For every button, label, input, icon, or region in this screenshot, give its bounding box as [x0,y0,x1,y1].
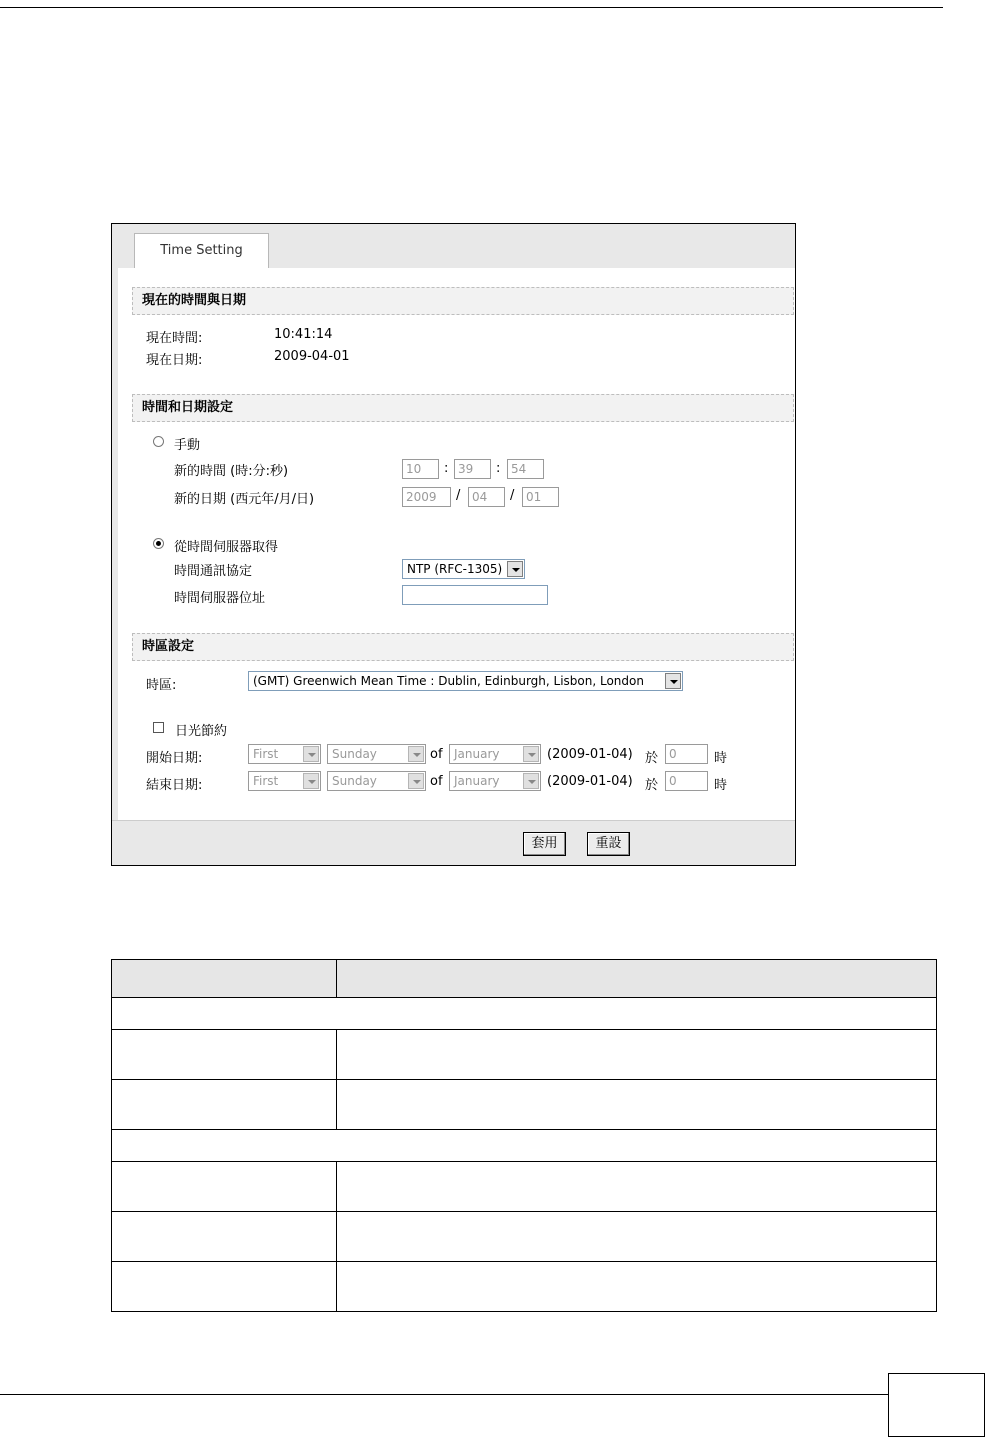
table-cell [112,1030,337,1080]
chevron-down-icon[interactable] [303,746,319,762]
time-zone-value: (GMT) Greenwich Mean Time : Dublin, Edinburgh, Lisbon, London [253,674,644,688]
dst-start-hour-input[interactable]: 0 [665,744,708,764]
time-server-radio[interactable] [153,538,164,549]
current-date-label: 現在日期: [146,353,203,368]
dst-end-month-value: January [454,774,500,788]
label-description-table [111,959,937,1312]
section-time-date-setting-heading: 時間和日期設定 [132,394,794,422]
table-section-row [112,1130,937,1162]
daylight-saving-checkbox[interactable] [153,722,164,733]
chevron-down-icon[interactable] [523,746,539,762]
table-row [112,1162,937,1212]
table-row [112,1212,937,1262]
page-number-box [888,1373,985,1437]
current-time-value: 10:41:14 [274,327,333,342]
time-server-address-label: 時間伺服器位址 [174,591,266,606]
table-cell [337,1212,937,1262]
table-section-row [112,998,937,1030]
table-cell [112,1262,337,1312]
table-row [112,1030,937,1080]
table-row [112,1262,937,1312]
reset-button[interactable]: 重設 [587,832,630,856]
time-zone-select[interactable] [248,671,683,691]
dst-start-at-text: 於 [645,751,659,766]
new-date-day-input[interactable]: 01 [522,487,559,507]
time-zone-label: 時區: [146,678,177,693]
dst-end-date-text: (2009-01-04) [547,774,633,789]
dst-end-of-text: of [430,774,443,789]
current-time-label: 現在時間: [146,331,203,346]
dst-end-week-value: First [253,774,279,788]
table-header-row [112,960,937,998]
time-protocol-value: NTP (RFC-1305) [407,562,503,576]
tab-bar [112,224,795,268]
time-server-address-input[interactable] [402,585,548,605]
dst-end-day-select[interactable] [327,771,426,791]
section-current-time-heading: 現在的時間與日期 [132,287,794,315]
dst-start-week-select[interactable] [248,744,321,764]
new-time-label: 新的時間 (時:分:秒) [174,464,289,479]
time-setting-screenshot [111,223,796,866]
time-separator: : [496,461,501,476]
dst-end-day-value: Sunday [332,774,377,788]
new-date-label: 新的日期 (西元年/月/日) [174,492,315,507]
footer-rule [0,1394,888,1395]
header-rule [0,7,943,8]
new-time-minute-input[interactable]: 39 [454,459,491,479]
time-server-label: 從時間伺服器取得 [174,540,279,555]
dst-start-month-select[interactable] [449,744,541,764]
table-cell [337,1262,937,1312]
dst-end-month-select[interactable] [449,771,541,791]
table-cell [337,1162,937,1212]
table-cell [112,1162,337,1212]
time-protocol-select[interactable] [402,559,525,579]
apply-button[interactable]: 套用 [523,832,566,856]
dst-start-day-value: Sunday [332,747,377,761]
chevron-down-icon[interactable] [523,773,539,789]
manual-radio[interactable] [153,436,164,447]
table-section-cell [112,998,937,1030]
table-cell [337,1030,937,1080]
new-time-hour-input[interactable]: 10 [402,459,439,479]
chevron-down-icon[interactable] [408,746,424,762]
dst-start-day-select[interactable] [327,744,426,764]
chevron-down-icon[interactable] [507,561,523,577]
table-header-cell [112,960,337,998]
dst-start-month-value: January [454,747,500,761]
time-protocol-label: 時間通訊協定 [174,564,253,579]
tab-time-setting[interactable]: Time Setting [134,233,269,268]
table-row [112,1080,937,1130]
left-strip [112,268,118,823]
current-date-value: 2009-04-01 [274,349,350,364]
daylight-saving-label: 日光節約 [175,724,228,739]
table-cell [112,1080,337,1130]
new-date-year-input[interactable]: 2009 [402,487,451,507]
dst-start-week-value: First [253,747,279,761]
dst-start-date-text: (2009-01-04) [547,747,633,762]
date-separator: / [456,488,461,503]
dst-end-at-text: 於 [645,778,659,793]
dst-end-hour-unit: 時 [714,778,728,793]
dst-end-hour-input[interactable]: 0 [665,771,708,791]
new-time-second-input[interactable]: 54 [507,459,544,479]
section-time-zone-heading: 時區設定 [132,633,794,661]
chevron-down-icon[interactable] [408,773,424,789]
dst-end-week-select[interactable] [248,771,321,791]
button-bar [112,820,795,866]
dst-start-of-text: of [430,747,443,762]
dst-start-label: 開始日期: [146,751,203,766]
table-cell [112,1212,337,1262]
chevron-down-icon[interactable] [665,673,681,689]
table-header-cell [337,960,937,998]
chevron-down-icon[interactable] [303,773,319,789]
date-separator: / [510,488,515,503]
table-section-cell [112,1130,937,1162]
time-separator: : [444,461,449,476]
dst-start-hour-unit: 時 [714,751,728,766]
table-cell [337,1080,937,1130]
dst-end-label: 結束日期: [146,778,203,793]
new-date-month-input[interactable]: 04 [468,487,505,507]
manual-label: 手動 [174,438,201,453]
